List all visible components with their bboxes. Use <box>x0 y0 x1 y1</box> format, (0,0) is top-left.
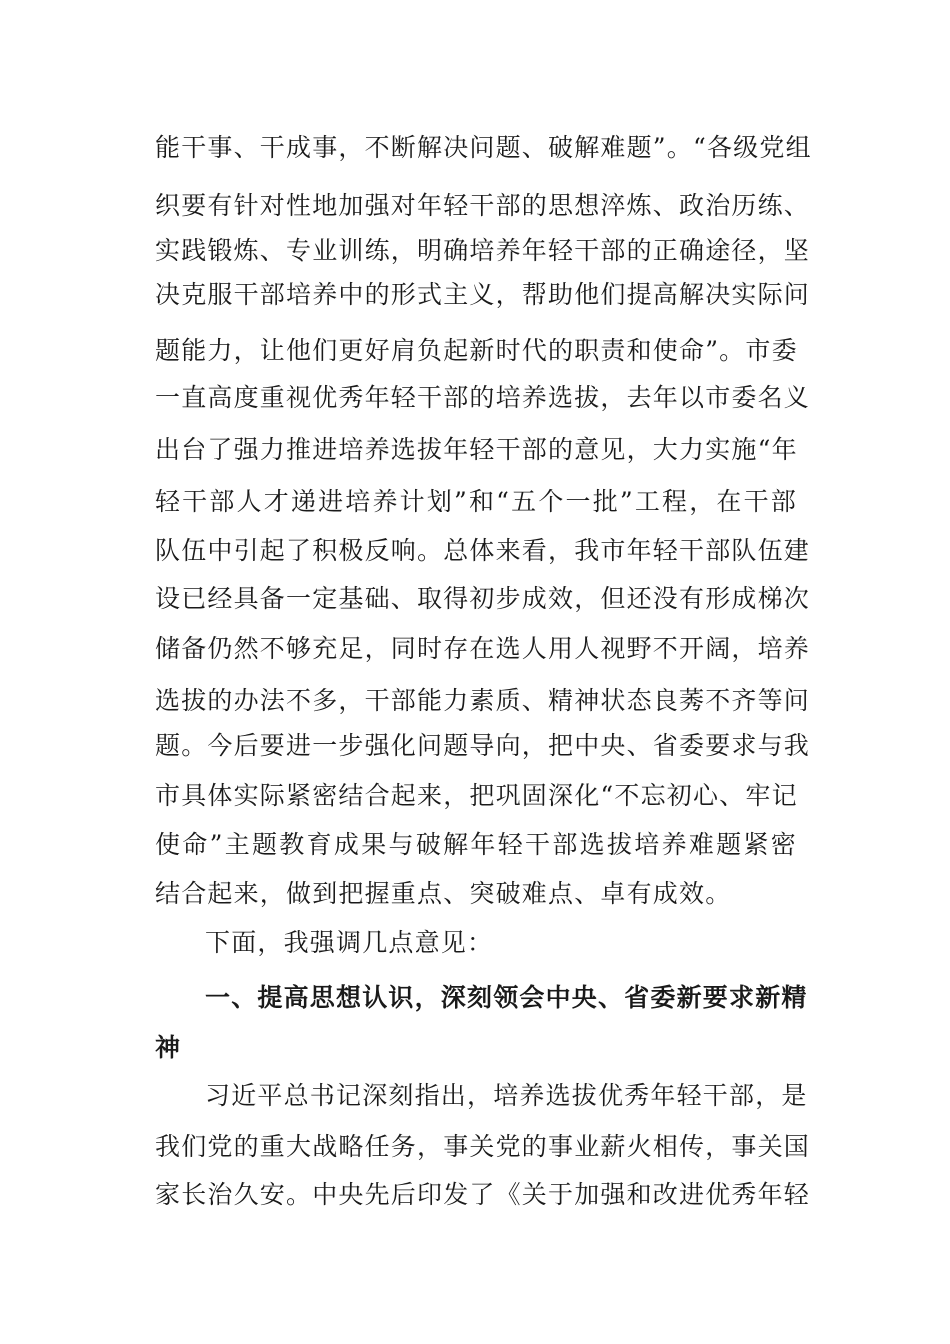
intro-line: 下面，我强调几点意见： <box>205 928 494 957</box>
body-line: 题能力，让他们更好肩负起新时代的职责和使命”。市委 <box>155 336 798 365</box>
body-line: 题。今后要进一步强化问题导向，把中央、省委要求与我 <box>155 731 811 760</box>
body-line: 设已经具备一定基础、取得初步成效，但还没有形成梯次 <box>155 584 811 613</box>
body-line: 市具体实际紧密结合起来，把巩固深化“不忘初心、牢记 <box>155 781 798 810</box>
body-line: 家长治久安。中央先后印发了《关于加强和改进优秀年轻 <box>155 1180 811 1209</box>
body-line: 我们党的重大战略任务，事关党的事业薪火相传，事关国 <box>155 1132 811 1161</box>
body-line: 习近平总书记深刻指出，培养选拔优秀年轻干部，是 <box>205 1081 808 1110</box>
body-line: 能干事、干成事，不断解决问题、破解难题”。“各级党组 <box>155 133 812 162</box>
body-line: 一直高度重视优秀年轻干部的培养选拔，去年以市委名义 <box>155 383 811 412</box>
section-heading: 一、提高思想认识，深刻领会中央、省委新要求新精 <box>205 983 808 1012</box>
section-heading-continued: 神 <box>155 1033 182 1062</box>
body-line: 选拔的办法不多，干部能力素质、精神状态良莠不齐等问 <box>155 686 811 715</box>
body-line: 结合起来，做到把握重点、突破难点、卓有成效。 <box>155 879 732 908</box>
body-line: 织要有针对性地加强对年轻干部的思想淬炼、政治历练、 <box>155 191 811 220</box>
body-line: 决克服干部培养中的形式主义，帮助他们提高解决实际问 <box>155 280 811 309</box>
body-line: 出台了强力推进培养选拔年轻干部的意见，大力实施“年 <box>155 435 798 464</box>
body-line: 队伍中引起了积极反响。总体来看，我市年轻干部队伍建 <box>155 536 811 565</box>
body-line: 使命”主题教育成果与破解年轻干部选拔培养难题紧密 <box>155 830 797 859</box>
body-line: 轻干部人才递进培养计划”和“五个一批”工程，在干部 <box>155 487 797 516</box>
body-line: 实践锻炼、专业训练，明确培养年轻干部的正确途径，坚 <box>155 236 811 265</box>
body-line: 储备仍然不够充足，同时存在选人用人视野不开阔，培养 <box>155 634 811 663</box>
